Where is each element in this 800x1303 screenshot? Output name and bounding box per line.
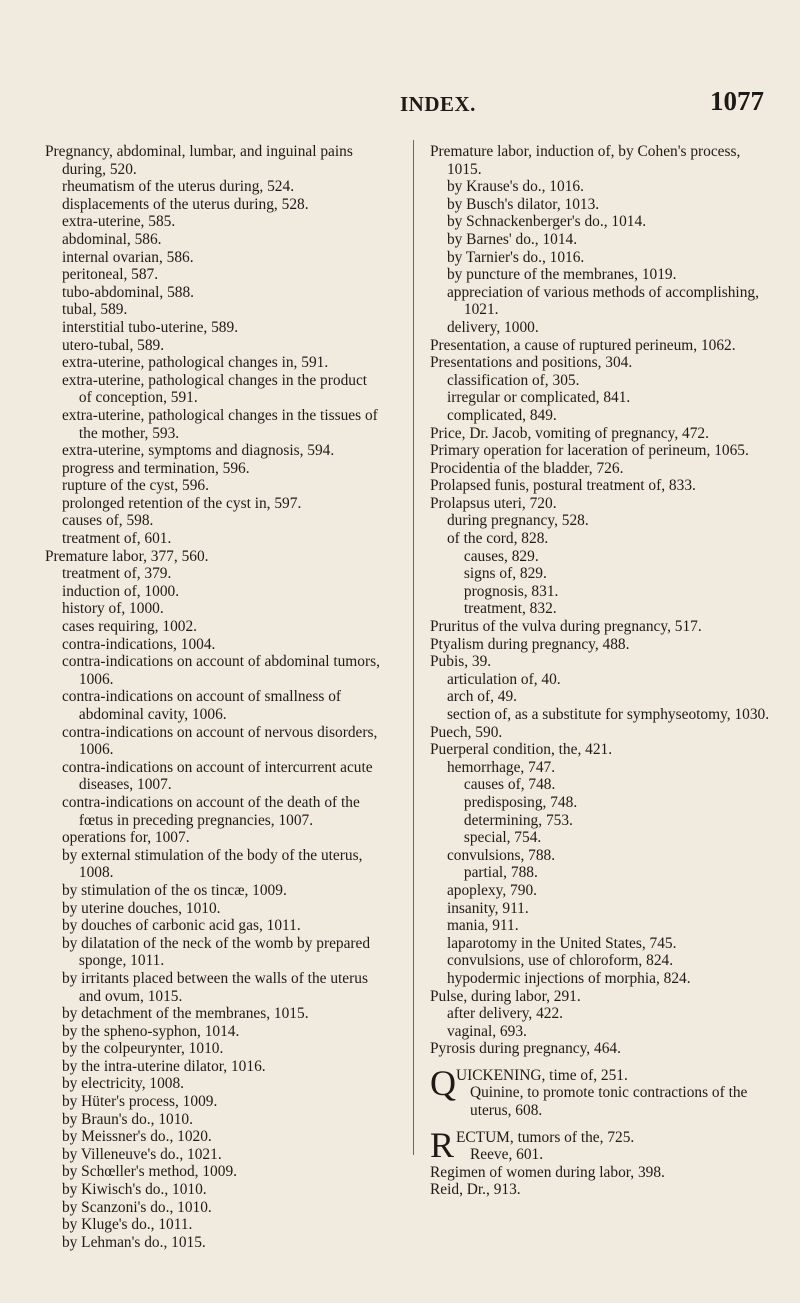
index-heading-entry: Ptyalism during pregnancy, 488. — [430, 635, 630, 653]
index-subentry: delivery, 1000. — [446, 318, 539, 336]
index-subentry: convulsions, 788. — [446, 846, 556, 864]
index-subentry: treatment, 832. — [463, 600, 557, 618]
index-subentry: by the spheno-syphon, 1014. — [61, 1022, 240, 1040]
index-heading-entry: Regimen of women during labor, 398. — [430, 1163, 665, 1181]
index-heading-entry: Primary operation for laceration of perineum, 1065. — [430, 442, 749, 460]
index-subentry: utero-tubal, 589. — [61, 336, 165, 354]
index-heading-entry: Pruritus of the vulva during pregnancy, 517. — [430, 618, 702, 636]
index-subentry: mania, 911. — [446, 917, 519, 935]
index-subentry: hemorrhage, 747. — [446, 758, 556, 776]
index-subentry: tubal, 589. — [61, 301, 128, 319]
index-subentry: internal ovarian, 586. — [61, 248, 194, 266]
index-subentry: after delivery, 422. — [446, 1005, 564, 1023]
index-subentry: treatment of, 601. — [61, 530, 172, 548]
index-subentry: contra-indications on account of nervous disorders, 1006. — [61, 723, 378, 759]
index-heading-entry: Price, Dr. Jacob, vomiting of pregnancy, 472. — [430, 424, 709, 442]
index-subentry: tubo-abdominal, 588. — [61, 283, 195, 301]
index-subentry: arch of, 49. — [446, 688, 518, 706]
running-title: INDEX. — [400, 92, 476, 116]
index-subentry: treatment of, 379. — [61, 565, 172, 583]
index-subentry: extra-uterine, pathological changes in, 591. — [61, 354, 329, 372]
page-number: 1077 — [710, 86, 764, 116]
index-subentry: by puncture of the membranes, 1019. — [446, 266, 677, 284]
letter-section-gap — [430, 1058, 775, 1067]
index-subentry: articulation of, 40. — [446, 670, 561, 688]
index-heading-entry: Presentations and positions, 304. — [430, 354, 633, 372]
index-subentry: by Schœller's method, 1009. — [61, 1163, 237, 1181]
index-subentry: contra-indications on account of smallness of abdominal cavity, 1006. — [61, 688, 342, 723]
index-subentry: contra-indications on account of abdominal tumors, 1006. — [61, 653, 380, 688]
index-heading-entry: Reid, Dr., 913. — [430, 1181, 521, 1199]
page-header — [0, 86, 800, 126]
index-subentry: rupture of the cyst, 596. — [61, 477, 209, 495]
index-subentry: by douches of carbonic acid gas, 1011. — [61, 917, 301, 935]
index-letter-section — [430, 1062, 775, 1120]
index-subentry: of the cord, 828. — [446, 530, 549, 548]
index-subentry: prolonged retention of the cyst in, 597. — [61, 494, 302, 512]
index-heading-entry: Procidentia of the bladder, 726. — [430, 459, 624, 477]
index-subentry: induction of, 1000. — [61, 582, 180, 600]
drop-cap: R — [430, 1124, 455, 1165]
index-subentry: displacements of the uterus during, 528. — [61, 195, 309, 213]
index-entry: Reeve, 601. — [470, 1146, 544, 1164]
index-subentry: by Krause's do., 1016. — [446, 178, 584, 196]
index-subentry: hypodermic injections of morphia, 824. — [446, 969, 691, 987]
index-subentry: by electricity, 1008. — [61, 1075, 185, 1093]
index-subentry: contra-indications, 1004. — [61, 635, 216, 653]
index-subentry: complicated, 849. — [446, 406, 557, 424]
index-subentry: by irritants placed between the walls of the uterus and ovum, 1015. — [61, 969, 368, 1005]
index-letter-section — [430, 1124, 775, 1165]
index-subentry: by uterine douches, 1010. — [61, 899, 221, 917]
index-subentry: apoplexy, 790. — [446, 881, 537, 899]
index-subentry: cases requiring, 1002. — [61, 618, 197, 636]
letter-section-gap — [430, 1120, 775, 1129]
index-subentry: by Tarnier's do., 1016. — [446, 248, 585, 266]
index-subentry: causes of, 748. — [463, 776, 556, 794]
index-heading-entry: Premature labor, 377, 560. — [45, 547, 209, 565]
index-heading-entry: Presentation, a cause of ruptured perineum, 1062. — [430, 336, 736, 354]
index-subentry: extra-uterine, 585. — [61, 213, 176, 231]
index-subentry: by Villeneuve's do., 1021. — [61, 1145, 222, 1163]
index-subentry: peritoneal, 587. — [61, 266, 159, 284]
index-subentry: contra-indications on account of the death of the fœtus in preceding pregnancies, 1007. — [61, 793, 360, 829]
index-heading-entry: Prolapsed funis, postural treatment of, 833. — [430, 477, 696, 495]
index-entry: UICKENING, time of, 251. — [456, 1066, 628, 1084]
index-subentry: by stimulation of the os tincæ, 1009. — [61, 881, 287, 899]
index-subentry: by Barnes' do., 1014. — [446, 230, 578, 248]
index-subentry: during pregnancy, 528. — [446, 512, 589, 530]
column-divider — [413, 140, 414, 1155]
index-subentry: insanity, 911. — [446, 899, 529, 917]
index-subentry: appreciation of various methods of accomplishing, 1021. — [446, 283, 759, 319]
index-subentry: by Hüter's process, 1009. — [61, 1093, 218, 1111]
index-subentry: extra-uterine, pathological changes in the tissues of the mother, 593. — [61, 406, 378, 442]
index-subentry: by detachment of the membranes, 1015. — [61, 1005, 309, 1023]
index-subentry: classification of, 305. — [446, 371, 580, 389]
index-subentry: by Lehman's do., 1015. — [61, 1233, 206, 1251]
index-subentry: operations for, 1007. — [61, 829, 190, 847]
index-subentry: causes of, 598. — [61, 512, 154, 530]
index-subentry: extra-uterine, symptoms and diagnosis, 594. — [61, 442, 335, 460]
index-subentry: by the colpeurynter, 1010. — [61, 1040, 224, 1058]
index-subentry: by Kluge's do., 1011. — [61, 1216, 193, 1234]
index-subentry: by Meissner's do., 1020. — [61, 1128, 212, 1146]
index-subentry: special, 754. — [463, 829, 542, 847]
index-subentry: by Kiwisch's do., 1010. — [61, 1181, 207, 1199]
index-subentry: by external stimulation of the body of the uterus, 1008. — [61, 846, 363, 882]
index-subentry: by the intra-uterine dilator, 1016. — [61, 1057, 266, 1075]
index-subentry: by Braun's do., 1010. — [61, 1110, 193, 1128]
index-heading-entry: Pulse, during labor, 291. — [430, 987, 581, 1005]
index-subentry: by Scanzoni's do., 1010. — [61, 1198, 212, 1216]
index-heading-entry: Puech, 590. — [430, 723, 503, 741]
index-heading-entry: Pubis, 39. — [430, 653, 492, 671]
index-subentry: predisposing, 748. — [463, 793, 578, 811]
index-heading-entry: Premature labor, induction of, by Cohen's process, 1015. — [430, 143, 741, 178]
index-subentry: history of, 1000. — [61, 600, 164, 618]
index-subentry: by Busch's dilator, 1013. — [446, 195, 600, 213]
index-subentry: partial, 788. — [463, 864, 538, 882]
index-subentry: by Schnackenberger's do., 1014. — [446, 213, 647, 231]
index-subentry: signs of, 829. — [463, 565, 547, 583]
index-subentry: convulsions, use of chloroform, 824. — [446, 952, 674, 970]
index-subentry: by dilatation of the neck of the womb by prepared sponge, 1011. — [61, 934, 371, 970]
index-entry: Quinine, to promote tonic contractions of the uterus, 608. — [470, 1084, 748, 1120]
index-subentry: section of, as a substitute for symphyseotomy, 1030. — [446, 706, 770, 723]
index-subentry: progress and termination, 596. — [61, 459, 250, 477]
drop-cap: Q — [430, 1062, 456, 1103]
index-column-left — [45, 143, 380, 1251]
index-subentry: interstitial tubo-uterine, 589. — [61, 318, 239, 336]
index-subentry: abdominal, 586. — [61, 230, 162, 248]
index-heading-entry: Prolapsus uteri, 720. — [430, 494, 557, 512]
index-subentry: laparotomy in the United States, 745. — [446, 934, 677, 952]
index-subentry: prognosis, 831. — [463, 582, 559, 600]
index-subentry: vaginal, 693. — [446, 1022, 527, 1040]
index-heading-entry: Pregnancy, abdominal, lumbar, and inguinal pains during, 520. — [45, 143, 353, 178]
index-subentry: irregular or complicated, 841. — [446, 389, 631, 407]
index-subentry: rheumatism of the uterus during, 524. — [61, 178, 295, 196]
index-subentry: determining, 753. — [463, 811, 573, 829]
index-entry: ECTUM, tumors of the, 725. — [456, 1128, 635, 1146]
index-column-right — [430, 143, 775, 1199]
index-heading-entry: Puerperal condition, the, 421. — [430, 741, 613, 759]
index-subentry: extra-uterine, pathological changes in the product of conception, 591. — [61, 371, 368, 407]
index-subentry: contra-indications on account of intercurrent acute diseases, 1007. — [61, 758, 373, 794]
index-subentry: causes, 829. — [463, 547, 539, 565]
index-heading-entry: Pyrosis during pregnancy, 464. — [430, 1040, 621, 1058]
